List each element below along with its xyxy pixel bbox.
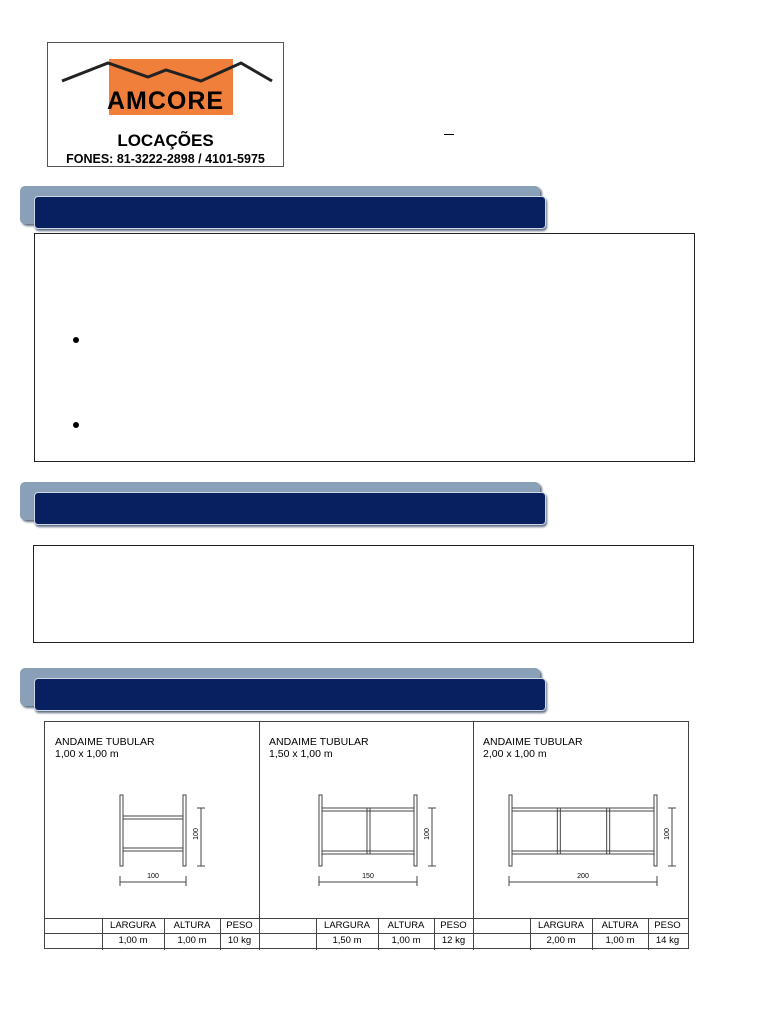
- cell-divider: [259, 722, 260, 950]
- table-row-divider: [45, 933, 688, 934]
- scaffold-frame-drawing: [473, 722, 688, 918]
- table-value-cell: 1,50 m: [332, 935, 362, 946]
- table-header-cell: PESO: [440, 920, 467, 931]
- content-panel-1: [34, 233, 695, 462]
- height-dimension-label: 100: [664, 828, 671, 840]
- scaffold-cell-3: [473, 722, 688, 918]
- scaffold-cell-1: [45, 722, 259, 918]
- table-value-cell: 1,00 m: [118, 935, 148, 946]
- table-divider: [316, 918, 317, 950]
- height-dimension-label: 100: [424, 828, 431, 840]
- table-divider: [164, 918, 165, 950]
- frame-post: [654, 795, 657, 866]
- company-logo: [47, 42, 284, 167]
- frame-rail: [512, 808, 654, 811]
- header-dash: [444, 134, 454, 135]
- logo-phones: FONES: 81-3222-2898 / 4101-5975: [66, 152, 265, 166]
- table-header-cell: PESO: [654, 920, 681, 931]
- table-value-cell: 12 kg: [441, 935, 466, 946]
- table-value-cell: 1,00 m: [177, 935, 207, 946]
- table-header-cell: ALTURA: [601, 920, 639, 931]
- bullet-point: [73, 422, 79, 428]
- table-header-cell: ALTURA: [173, 920, 211, 931]
- frame-post: [120, 795, 123, 866]
- frame-post: [319, 795, 322, 866]
- bullet-point: [73, 337, 79, 343]
- section-banner-2: [20, 482, 545, 527]
- section-banner-1: [20, 186, 545, 231]
- table-header-cell: LARGURA: [110, 920, 156, 931]
- scaffold-frame-drawing: [259, 722, 473, 918]
- table-value-cell: 1,00 m: [605, 935, 635, 946]
- table-divider: [592, 918, 593, 950]
- content-panel-2: [33, 545, 694, 643]
- frame-rail: [123, 848, 183, 851]
- table-value-cell: 2,00 m: [546, 935, 576, 946]
- table-divider: [434, 918, 435, 950]
- height-dimension-label: 100: [193, 828, 200, 840]
- scaffold-cell-2: [259, 722, 473, 918]
- scaffold-frame-drawing: [45, 722, 259, 918]
- frame-rail: [123, 816, 183, 819]
- table-header-cell: ALTURA: [387, 920, 425, 931]
- frame-post: [414, 795, 417, 866]
- table-divider: [378, 918, 379, 950]
- frame-rail: [512, 851, 654, 854]
- scaffold-type: ANDAIME TUBULAR: [55, 736, 155, 748]
- table-value-cell: 10 kg: [227, 935, 252, 946]
- table-header-cell: LARGURA: [538, 920, 584, 931]
- frame-post: [509, 795, 512, 866]
- table-divider: [530, 918, 531, 950]
- table-row-divider: [45, 918, 688, 919]
- scaffold-size: 2,00 x 1,00 m: [483, 748, 547, 760]
- frame-divider: [607, 808, 610, 854]
- scaffold-size: 1,50 x 1,00 m: [269, 748, 333, 760]
- scaffold-type: ANDAIME TUBULAR: [269, 736, 369, 748]
- cell-divider: [473, 722, 474, 950]
- width-dimension-label: 100: [147, 873, 159, 880]
- table-divider: [102, 918, 103, 950]
- table-value-cell: 14 kg: [655, 935, 680, 946]
- width-dimension-label: 200: [577, 873, 589, 880]
- section-banner-3: [20, 668, 545, 713]
- scaffold-spec-table: [44, 721, 689, 949]
- frame-post: [183, 795, 186, 866]
- table-header-cell: LARGURA: [324, 920, 370, 931]
- table-header-cell: PESO: [226, 920, 253, 931]
- logo-name: AMCORE: [106, 87, 225, 115]
- scaffold-size: 1,00 x 1,00 m: [55, 748, 119, 760]
- width-dimension-label: 150: [362, 873, 374, 880]
- frame-divider: [557, 808, 560, 854]
- table-divider: [220, 918, 221, 950]
- table-value-cell: 1,00 m: [391, 935, 421, 946]
- scaffold-type: ANDAIME TUBULAR: [483, 736, 583, 748]
- frame-divider: [367, 808, 370, 854]
- table-divider: [648, 918, 649, 950]
- logo-subtitle: LOCAÇÕES: [117, 131, 214, 150]
